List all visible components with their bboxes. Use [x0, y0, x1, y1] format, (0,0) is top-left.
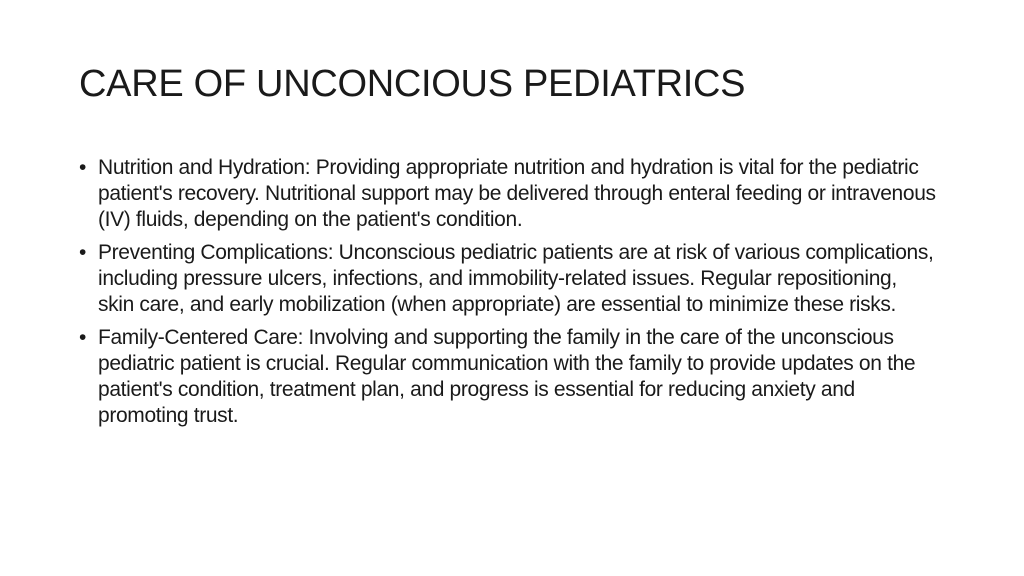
- bullet-list: [79, 155, 937, 436]
- slide-title: CARE OF UNCONCIOUS PEDIATRICS: [79, 63, 746, 105]
- bullet-text: Family-Centered Care: Involving and supporting the family in the care of the unconscious pediatric patient is crucial. Regular communication with the family to provide updates on the patient's condition, treatment plan, and progress is essential for reducing anxiety and promoting trust.: [98, 326, 916, 427]
- bullet-item-complications: [79, 240, 937, 318]
- bullet-icon: •: [79, 156, 87, 179]
- bullet-text: Nutrition and Hydration: Providing appropriate nutrition and hydration is vital for the pediatric patient's recovery. Nutritional support may be delivered through enteral feeding or intravenous (IV) fluids, depending on the patient's condition.: [98, 156, 936, 231]
- bullet-text: Preventing Complications: Unconscious pediatric patients are at risk of various complications, including pressure ulcers, infections, and immobility-related issues. Regular repositioning, skin care, and early mobilization (when appropriate) are essential to minimize these risks.: [98, 241, 934, 316]
- bullet-item-family-care: [79, 325, 937, 429]
- bullet-item-nutrition: [79, 155, 937, 233]
- bullet-icon: •: [79, 241, 87, 264]
- bullet-icon: •: [79, 326, 87, 349]
